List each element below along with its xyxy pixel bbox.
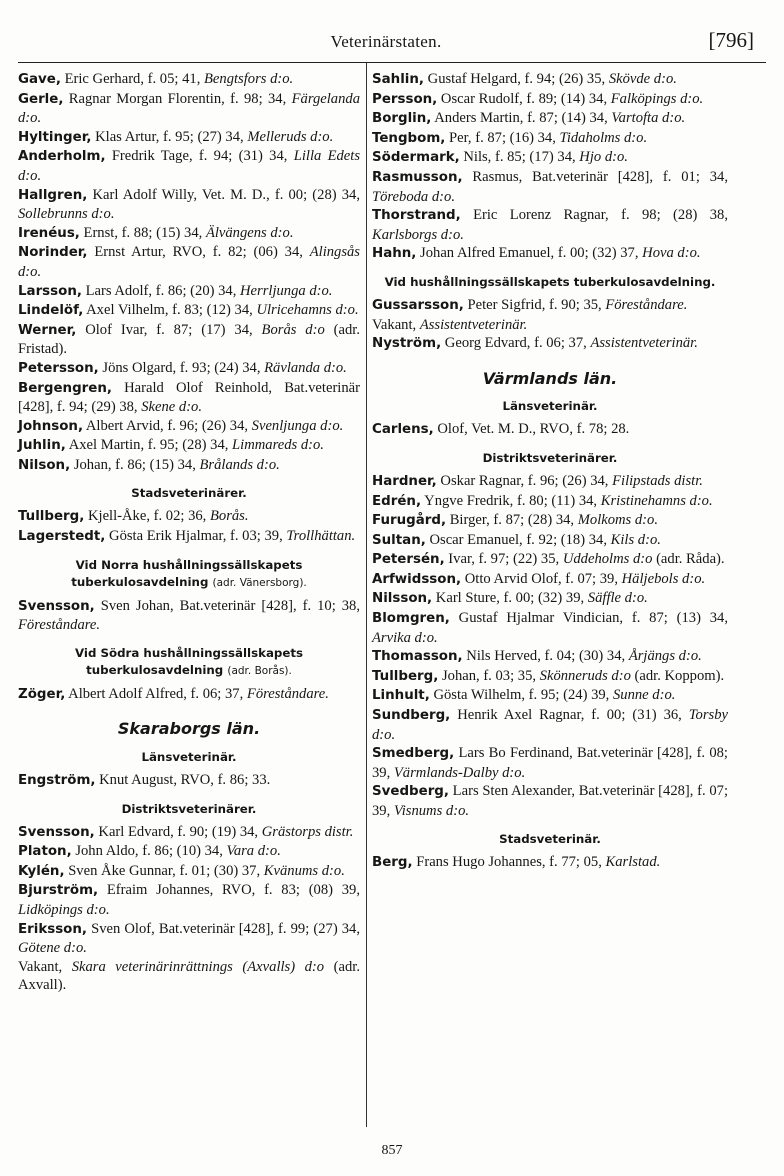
district-name: Föreståndare. [18,617,101,634]
subheading-text: Vid Norra hushållningssällskapets tuberkulosavdelning [71,557,303,589]
subheading-text: Vid hushållningssällskapets tuberkulosavdelning. [384,274,716,289]
list-item [372,647,728,667]
person-name: Sundberg, [372,708,451,724]
district-name: Brålands d:o. [199,456,280,473]
entry-details: Knut August, RVO, f. 86; 33. [95,772,271,789]
person-name: Anderholm, [18,149,106,165]
entry-details: Henrik Axel Ragnar, f. 00; (31) 36, [450,707,689,724]
list-item [372,589,728,609]
person-name: Gerle, [18,91,64,107]
entry-details: Ivar, f. 97; (22) 35, [444,551,563,568]
person-name: Furugård, [372,513,447,529]
district-name: Tidaholms d:o. [559,129,648,146]
entry-details: Oscar Emanuel, f. 92; (18) 34, [425,531,611,548]
person-name: Irenéus, [18,225,80,241]
list-item [18,321,360,359]
district-name: Visnums d:o. [393,803,470,819]
header-rule [18,62,766,63]
entry-details: Albert Adolf Alfred, f. 06; 37, [65,685,247,702]
subheading-text: Vid Södra hushållningssällskapets tuberkulosavdelning [74,645,304,677]
district-name: Föreståndare. [246,685,329,702]
person-name: Smedberg, [372,746,455,762]
list-item [18,842,360,862]
person-name: Bergengren, [18,380,112,396]
list-item [18,70,360,90]
person-name: Zöger, [18,686,66,702]
district-name: Melleruds d:o. [247,128,334,145]
person-name: Södermark, [372,150,460,166]
person-name: Tullberg, [372,668,439,684]
list-item [372,531,728,551]
district-name: Torsby d:o. [372,707,728,743]
list-item [372,90,728,110]
district-name: Assistentveterinär. [590,335,698,352]
entry-details: Oscar Rudolf, f. 89; (14) 34, [437,90,611,107]
column-divider [366,63,367,1127]
entry-details: Gösta Wilhelm, f. 95; (24) 39, [429,687,613,704]
person-name: Tengbom, [372,130,446,146]
list-item [18,243,360,281]
entry-details: Peter Sigfrid, f. 90; 35, [463,296,606,313]
entry-details: Gustaf Helgard, f. 94; (26) 35, [424,71,609,87]
entry-details: Nils, f. 85; (17) 34, [459,149,580,166]
list-item [372,744,728,782]
person-name: Rasmusson, [372,169,463,185]
person-name: Svensson, [18,824,95,840]
person-name: Thorstrand, [372,208,461,224]
list-item [18,823,360,843]
entry-details: Lars Sten Alexander, Bat.veterinär [428], f. 07; 39, [372,783,728,819]
county-heading: Värmlands län. [482,368,618,388]
person-name: Lindelöf, [18,303,84,319]
person-name: Arfwidsson, [372,571,462,587]
person-name: Carlens, [372,422,434,438]
list-item [372,129,728,149]
person-name: Eriksson, [18,921,88,937]
person-name: Nyström, [372,336,442,352]
list-item [372,686,728,706]
list-item [18,862,360,882]
list-item [18,958,360,995]
list-item [18,456,360,476]
entry-details: Vakant, [18,958,72,975]
subheading-text: Distriktsveterinärer. [121,801,257,816]
person-name: Hahn, [372,246,417,262]
list-item [372,782,728,820]
section-subheading [18,801,360,818]
list-item [18,881,360,919]
list-item [18,527,360,547]
list-item [372,853,728,873]
district-name: Hjo d:o. [579,149,628,166]
list-item [18,771,360,791]
list-item [18,186,360,224]
entry-details: Jöns Olgard, f. 93; (24) 34, [98,359,265,376]
district-name: Bengtsfors d:o. [204,71,294,87]
entry-details: Efraim Johannes, RVO, f. 83; (08) 39, [98,882,360,899]
subheading-text: Länsveterinär. [502,399,598,414]
person-name: Kylén, [18,863,65,879]
district-name: Lilla Edets d:o. [18,148,360,184]
section-subheading [18,645,360,680]
district-name: Rävlanda d:o. [264,359,347,376]
list-item [18,920,360,958]
entry-details: Olof, Vet. M. D., RVO, f. 78; 28. [433,421,630,438]
district-name: Vara d:o. [226,843,281,860]
section-subheading [18,485,360,502]
list-item [18,597,360,635]
district-name: Limmareds d:o. [232,437,324,454]
list-item [372,570,728,590]
list-item [18,685,360,705]
person-name: Linhult, [372,688,430,704]
district-name: Ulricehamns d:o. [256,302,359,319]
section-subheading [372,398,728,415]
entry-details: Karl Adolf Willy, Vet. M. D., f. 00; (28) 34, [87,186,360,203]
section-subheading [372,831,728,848]
person-name: Gave, [18,72,61,87]
district-name: Lidköpings d:o. [18,902,110,918]
entry-details: Frans Hugo Johannes, f. 77; 05, [412,853,606,870]
person-name: Petersson, [18,360,99,376]
list-item [18,147,360,185]
list-item [18,282,360,302]
person-name: Tullberg, [18,509,85,525]
district-name: Skönneruds d:o [539,667,631,684]
person-name: Engström, [18,773,96,789]
list-item [372,148,728,168]
person-name: Svensson, [18,598,95,614]
section-subheading [18,749,360,766]
entry-details: Karl Sture, f. 00; (32) 39, [432,590,588,607]
list-item [18,128,360,148]
entry-details: Fredrik Tage, f. 94; (31) 34, [105,148,294,165]
list-item [372,316,728,335]
entry-details: Olof Ivar, f. 87; (17) 34, [76,321,262,338]
entry-details: Ragnar Morgan Florentin, f. 98; 34, [63,90,292,107]
subheading-text: Länsveterinär. [141,750,237,765]
person-name: Norinder, [18,245,88,261]
list-item [372,296,728,316]
person-name: Edrén, [372,493,422,509]
entry-details: Johan, f. 03; 35, [438,667,540,684]
list-item [372,420,728,440]
entry-details: Axel Martin, f. 95; (28) 34, [65,437,233,454]
district-name: Falköpings d:o. [610,90,704,107]
list-item [372,550,728,570]
entry-details: Rasmus, Bat.veterinär [428], f. 01; 34, [462,168,728,185]
entry-details: Johan, f. 86; (15) 34, [70,456,200,473]
district-name: Skara veterinärinrättnings (Axvalls) d:o [71,958,325,975]
entry-details: Kjell-Åke, f. 02; 36, [84,508,210,525]
person-name: Nilson, [18,457,71,473]
person-name: Bjurström, [18,883,99,899]
person-name: Svedberg, [372,784,449,800]
entry-details: Gustaf Hjalmar Vindician, f. 87; (13) 34, [449,610,728,627]
district-name: Borås. [209,508,249,525]
person-name: Hallgren, [18,187,88,203]
district-name: Årjängs d:o. [628,648,702,665]
list-item [372,206,728,244]
entry-details: Harald Olof Reinhold, Bat.veterinär [428], f. 94; (29) 38, [18,379,360,416]
entry-details: Johan Alfred Emanuel, f. 00; (32) 37, [416,245,643,262]
district-name: Sunne d:o. [612,687,676,704]
list-item [18,507,360,527]
person-name: Sultan, [372,532,426,548]
district-name: Töreboda d:o. [372,188,455,205]
district-name: Karlsborgs d:o. [372,226,464,243]
entry-address: (adr. Koppom). [630,667,725,684]
district-name: Färgelanda d:o. [18,90,360,127]
person-name: Larsson, [18,283,82,299]
list-item [18,224,360,244]
list-item [18,90,360,128]
person-name: Juhlin, [18,438,66,454]
person-name: Sahlin, [372,72,425,87]
entry-details: Birger, f. 87; (28) 34, [446,512,578,529]
list-item [372,609,728,647]
entry-details: Ernst, f. 88; (15) 34, [79,224,206,241]
district-name: Molkoms d:o. [577,512,658,529]
list-item [372,492,728,512]
district-name: Kvänums d:o. [263,862,345,879]
district-name: Hova d:o. [642,245,701,262]
person-name: Hyltinger, [18,129,92,145]
entry-details: Ernst Artur, RVO, f. 82; (06) 34, [87,244,310,261]
entry-details: Oskar Ragnar, f. 96; (26) 34, [436,472,613,489]
district-name: Alingsås d:o. [18,244,360,280]
district-name: Skene d:o. [141,399,202,416]
running-title: Veterinärstaten. [330,32,442,51]
list-item [372,109,728,129]
person-name: Platon, [18,844,72,860]
list-item [18,417,360,437]
entry-details: Eric Lorenz Ragnar, f. 98; (28) 38, [460,207,728,224]
entry-details: Klas Artur, f. 95; (27) 34, [91,128,248,145]
list-item [372,472,728,492]
person-name: Thomasson, [372,649,463,665]
district-name: Kristinehamns d:o. [600,492,713,509]
entry-details: Otto Arvid Olof, f. 07; 39, [461,570,622,587]
person-name: Berg, [372,854,413,870]
subheading-text: Distriktsveterinärer. [482,450,618,465]
right-column [372,70,728,872]
district-name: Filipstads distr. [612,472,703,489]
person-name: Borglin, [372,111,432,127]
district-name: Svenljunga d:o. [251,417,344,434]
entry-details: Lars Adolf, f. 86; (20) 34, [81,282,241,299]
list-item [372,244,728,264]
person-name: Blomgren, [372,611,450,627]
list-item [18,359,360,379]
list-item [372,706,728,744]
page-number: 857 [381,1143,403,1158]
district-name: Assistentveterinär. [419,316,528,333]
district-name: Borås d:o [261,321,325,338]
district-name: Sollebrunns d:o. [18,206,115,223]
person-name: Lagerstedt, [18,529,106,545]
district-name: Götene d:o. [18,940,87,957]
subheading-address: (adr. Vänersborg). [212,576,307,589]
district-name: Uddeholms d:o [562,551,653,568]
district-name: Grästorps distr. [261,823,354,840]
person-name: Gussarsson, [372,297,464,313]
county-heading: Skaraborgs län. [117,719,261,739]
subheading-text: Stadsveterinärer. [131,486,247,501]
entry-details: Yngve Fredrik, f. 80; (11) 34, [421,492,601,509]
entry-details: Karl Edvard, f. 90; (19) 34, [94,823,262,840]
person-name: Nilsson, [372,591,433,607]
person-name: Hardner, [372,473,437,489]
district-name: Herrljunga d:o. [240,282,333,299]
entry-details: Sven Åke Gunnar, f. 01; (30) 37, [64,862,264,879]
district-name: Karlstad. [605,853,661,870]
district-name: Häljebols d:o. [621,570,706,587]
entry-details: Albert Arvid, f. 96; (26) 34, [83,417,252,434]
district-name: Kils d:o. [610,531,661,548]
entry-details: John Aldo, f. 86; (10) 34, [71,843,227,860]
entry-address: (adr. Fristad). [18,321,360,358]
district-name: Vartofta d:o. [611,110,686,127]
entry-details: Per, f. 87; (16) 34, [445,129,560,146]
entry-details: Gösta Erik Hjalmar, f. 03; 39, [105,528,287,545]
entry-details: Sven Olof, Bat.veterinär [428], f. 99; (27) 34, [87,920,360,937]
district-name: Arvika d:o. [372,629,438,646]
list-item [18,436,360,456]
entry-address: (adr. Axvall). [18,958,360,994]
section-subheading [372,274,728,291]
list-item [18,301,360,321]
page-reference: [796] [708,28,754,52]
subheading-text: Stadsveterinär. [499,831,601,846]
person-name: Persson, [372,91,438,107]
entry-details: Axel Vilhelm, f. 83; (12) 34, [83,302,257,319]
district-name: Säffle d:o. [587,590,648,607]
subheading-address: (adr. Borås). [227,664,292,677]
list-item [18,379,360,417]
person-name: Petersén, [372,552,445,568]
district-name: Föreståndare. [605,296,688,313]
entry-details: Anders Martin, f. 87; (14) 34, [431,110,612,127]
left-column [18,70,360,995]
district-name: Skövde d:o. [608,71,677,87]
list-item [372,511,728,531]
list-item [372,334,728,354]
section-subheading [18,557,360,592]
list-item [372,667,728,687]
section-subheading [372,450,728,467]
district-name: Älvängens d:o. [205,224,294,241]
entry-details: Vakant, [372,316,420,333]
list-item [372,168,728,206]
district-name: Trollhättan. [286,528,356,545]
entry-address: (adr. Råda). [652,551,725,568]
person-name: Johnson, [18,418,84,434]
page-header [18,28,754,56]
entry-details: Georg Edvard, f. 06; 37, [441,335,591,352]
entry-details: Nils Herved, f. 04; (30) 34, [462,648,629,665]
district-name: Värmlands-Dalby d:o. [393,764,526,781]
entry-details: Sven Johan, Bat.veterinär [428], f. 10; 38, [94,597,360,614]
entry-details: Eric Gerhard, f. 05; 41, [60,71,204,87]
entry-details: Lars Bo Ferdinand, Bat.veterinär [428], f. 08; 39, [372,745,728,781]
person-name: Werner, [18,322,77,338]
list-item [372,70,728,90]
